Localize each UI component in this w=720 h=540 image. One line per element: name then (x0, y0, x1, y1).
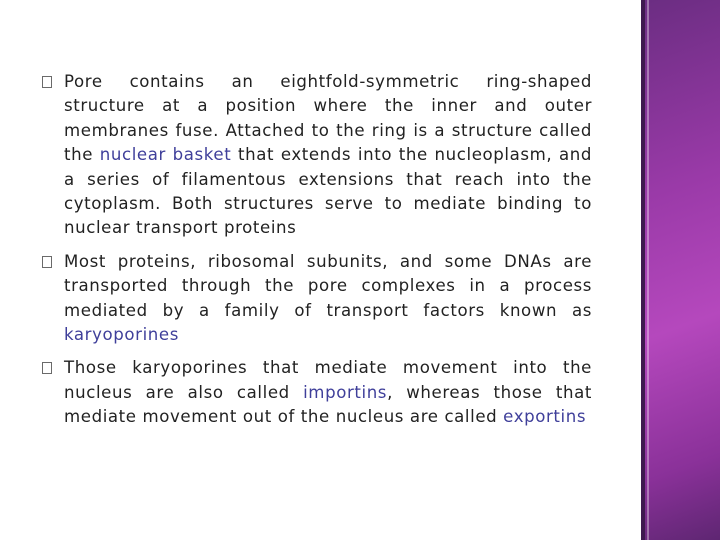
text-segment: Most proteins, ribosomal subunits, and some DNAs are transported through the pore complexes in a process mediated by a family of transport factors known as (64, 251, 592, 320)
bullet-icon (42, 362, 52, 374)
text-segment: that extends into the nucleoplasm, and a series of filamentous extensions that reach into the cytoplasm. Both structures serve to mediate binding to nuclear transport proteins (64, 145, 592, 238)
bullet-item (42, 356, 592, 429)
term-importins: importins (303, 382, 388, 402)
bullet-text (64, 250, 592, 348)
decorative-side-panel (641, 0, 720, 540)
bullet-text (64, 356, 592, 429)
bullet-icon (42, 76, 52, 88)
bullet-text (64, 70, 592, 241)
bullet-item (42, 250, 592, 348)
text-segment: , whereas those that mediate movement out of the nucleus are called (64, 382, 592, 427)
term-nuclear-basket: nuclear basket (99, 145, 232, 165)
text-segment: Pore contains an eightfold-symmetric ring-shaped structure at a position where the inner and outer membranes fuse. Attached to the ring is a structure called the (64, 72, 592, 165)
term-exportins: exportins (503, 407, 587, 427)
term-karyoporines: karyoporines (64, 325, 179, 345)
bullet-list (42, 70, 592, 439)
text-segment: Those karyoporines that mediate movement into the nucleus are also called (64, 358, 592, 402)
bullet-icon (42, 256, 52, 268)
bullet-item (42, 70, 592, 241)
